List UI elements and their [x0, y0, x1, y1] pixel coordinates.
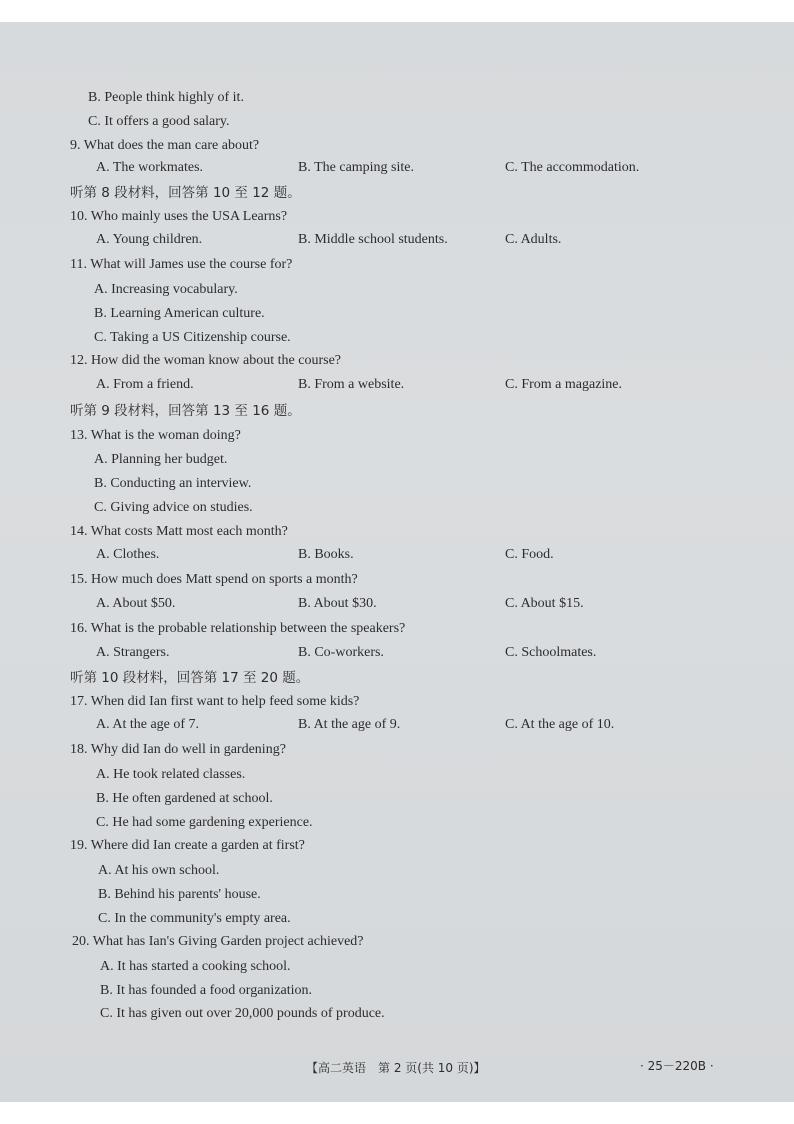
question-text: 10. Who mainly uses the USA Learns? — [70, 209, 288, 224]
answer-option-a: A. Clothes. — [96, 547, 160, 562]
answer-option: C. He had some gardening experience. — [96, 815, 313, 830]
answer-option-b: B. From a website. — [298, 377, 405, 392]
question-text: 15. How much does Matt spend on sports a month? — [70, 572, 358, 587]
paper-code: · 25－220B · — [640, 1059, 714, 1073]
answer-option: A. It has started a cooking school. — [100, 959, 291, 974]
answer-option-b: B. About $30. — [298, 596, 377, 611]
answer-option-a: A. Strangers. — [96, 645, 170, 660]
answer-option: B. He often gardened at school. — [96, 791, 273, 806]
answer-option-c: C. Schoolmates. — [505, 645, 597, 660]
answer-option: C. It has given out over 20,000 pounds of produce. — [100, 1006, 385, 1021]
section-instruction: 听第 8 段材料，回答第 10 至 12 题。 — [70, 185, 301, 201]
answer-option: B. Conducting an interview. — [94, 476, 252, 491]
answer-option: C. In the community's empty area. — [98, 911, 291, 926]
answer-option: C. Giving advice on studies. — [94, 500, 253, 515]
section-instruction: 听第 10 段材料，回答第 17 至 20 题。 — [70, 670, 310, 686]
answer-option-c: C. Food. — [505, 547, 554, 562]
answer-option: A. Planning her budget. — [94, 452, 228, 467]
answer-option-c: C. About $15. — [505, 596, 584, 611]
question-text: 19. Where did Ian create a garden at first? — [70, 838, 305, 853]
answer-option-c: C. At the age of 10. — [505, 717, 615, 732]
answer-option: A. At his own school. — [98, 863, 220, 878]
answer-option: A. He took related classes. — [96, 767, 246, 782]
exam-page — [0, 22, 794, 1102]
answer-option-a: A. Young children. — [96, 232, 203, 247]
answer-option: B. It has founded a food organization. — [100, 983, 313, 998]
page-footer: 【高二英语 第 2 页(共 10 页)】 — [306, 1061, 486, 1075]
answer-option: C. It offers a good salary. — [88, 114, 230, 129]
answer-option: A. Increasing vocabulary. — [94, 282, 238, 297]
question-text: 9. What does the man care about? — [70, 138, 260, 153]
answer-option: C. Taking a US Citizenship course. — [94, 330, 291, 345]
answer-option-a: A. From a friend. — [96, 377, 194, 392]
answer-option-a: A. About $50. — [96, 596, 176, 611]
answer-option: B. Learning American culture. — [94, 306, 265, 321]
question-text: 18. Why did Ian do well in gardening? — [70, 742, 286, 757]
answer-option-b: B. At the age of 9. — [298, 717, 401, 732]
answer-option-b: B. Middle school students. — [298, 232, 448, 247]
answer-option-b: B. Books. — [298, 547, 354, 562]
answer-option-c: C. Adults. — [505, 232, 562, 247]
question-text: 11. What will James use the course for? — [70, 257, 293, 272]
answer-option-a: A. At the age of 7. — [96, 717, 200, 732]
question-text: 12. How did the woman know about the course? — [70, 353, 341, 368]
document-photo — [0, 22, 794, 1102]
question-text: 17. When did Ian first want to help feed some kids? — [70, 694, 360, 709]
answer-option-c: C. From a magazine. — [505, 377, 623, 392]
answer-option-c: C. The accommodation. — [505, 160, 640, 175]
question-text: 13. What is the woman doing? — [70, 428, 241, 443]
answer-option: B. People think highly of it. — [88, 90, 244, 105]
answer-option-b: B. The camping site. — [298, 160, 414, 175]
question-text: 16. What is the probable relationship between the speakers? — [70, 621, 406, 636]
answer-option-b: B. Co-workers. — [298, 645, 384, 660]
question-text: 20. What has Ian's Giving Garden project achieved? — [72, 934, 364, 949]
question-text: 14. What costs Matt most each month? — [70, 524, 288, 539]
section-instruction: 听第 9 段材料，回答第 13 至 16 题。 — [70, 403, 301, 419]
answer-option: B. Behind his parents' house. — [98, 887, 261, 902]
answer-option-a: A. The workmates. — [96, 160, 204, 175]
